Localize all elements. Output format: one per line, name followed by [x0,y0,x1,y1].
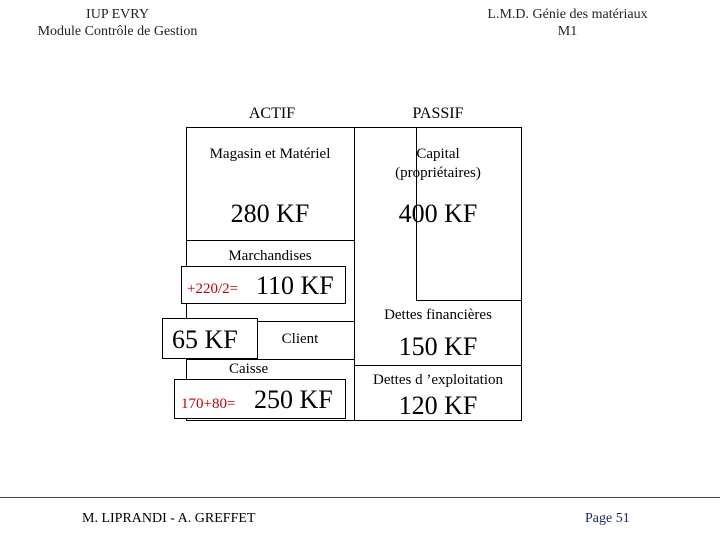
caisse-box [174,379,346,419]
marchandises-box [181,266,346,304]
header-right [465,6,670,40]
caisse-formula: 170+80= [181,396,236,412]
capital-box-edge [416,127,522,301]
footer-authors: M. LIPRANDI - A. GREFFET [82,511,256,526]
capital-label-line2: (propriétaires) [395,165,481,181]
client-value: 65 KF [172,325,238,354]
client-value-box [162,318,258,359]
dettes-exploitation-label: Dettes d ’exploitation [373,372,503,388]
dettes-financieres-value: 150 KF [398,332,478,361]
page-number: Page 51 [585,511,630,526]
header-school: IUP EVRY [86,7,149,22]
magasin-label: Magasin et Matériel [209,146,331,162]
header-level: M1 [557,24,578,39]
dettes-financieres-label: Dettes financières [384,307,492,323]
capital-value: 400 KF [398,199,478,228]
client-label: Client [281,331,319,347]
passif-title: PASSIF [412,105,464,122]
dettes-divider [354,365,522,366]
marchandises-label: Marchandises [228,248,312,264]
marchandises-value: 110 KF [256,271,334,300]
header-program: L.M.D. Génie des matériaux [487,7,648,22]
magasin-value: 280 KF [230,199,310,228]
capital-label-line1: Capital [416,146,460,162]
caisse-label: Caisse [229,361,269,377]
dettes-exploitation-value: 120 KF [398,391,478,420]
header-left [20,6,215,40]
actif-title: ACTIF [248,105,296,122]
client-bottom-line [186,359,354,360]
header-module: Module Contrôle de Gestion [37,24,198,39]
magasin-divider [186,240,354,241]
caisse-value: 250 KF [254,385,333,414]
footer-divider [0,497,720,498]
marchandises-formula: +220/2= [187,281,239,297]
